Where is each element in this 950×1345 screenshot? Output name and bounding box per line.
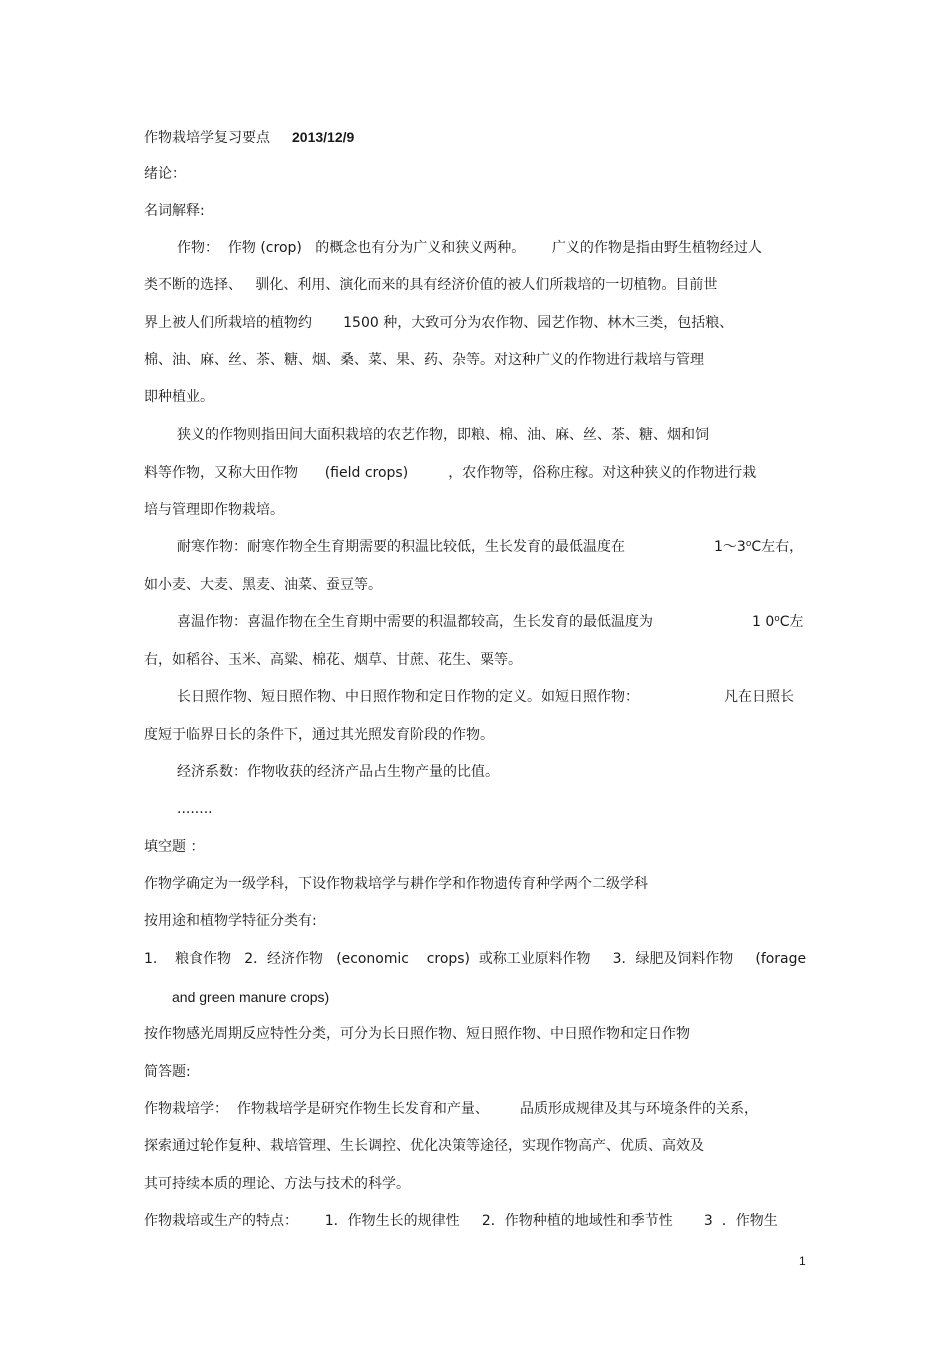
warm-def-temp: 1 0$^o$C左 <box>752 614 804 630</box>
photo-class-line: 按作物感光周期反应特性分类，可分为长日照作物、短日照作物、中日照作物和定日作物 <box>144 1026 690 1042</box>
crop-def-line-4: 棉、油、麻、丝、茶、糖、烟、桑、菜、果、药、杂等。对这种广义的作物进行栽培与管理 <box>144 352 704 368</box>
narrow-def-line-3: 培与管理即作物栽培。 <box>144 502 284 518</box>
cold-def-line-2: 如小麦、大麦、黑麦、油菜、蚕豆等。 <box>144 577 382 593</box>
narrow-def-line-2: 料等作物，又称大田作物 (field crops) ，农作物等，俗称庄稼。对这种狭义的作物进行栽 <box>144 465 757 481</box>
short-line-2: 探索通过轮作复种、栽培管理、生长调控、优化决策等途径，实现作物高产、优质、高效及 <box>144 1138 704 1154</box>
narrow-def-line-1: 狭义的作物则指田间大面积栽培的农艺作物，即粮、棉、油、麻、丝、茶、糖、烟和饲 <box>177 427 709 443</box>
crop-def-line-5: 即种植业。 <box>144 389 214 405</box>
crop-def-line-2: 类不断的选择、 驯化、利用、演化而来的具有经济价值的被人们所栽培的一切植物。目前世 <box>144 277 718 293</box>
crop-def-line-3: 界上被人们所栽培的植物约 1500 种，大致可分为农作物、园艺作物、林木三类，包括粮、 <box>144 315 734 331</box>
doc-title: 作物栽培学复习要点 2013/12/9 <box>144 129 355 146</box>
photo-def-line-1a: 长日照作物、短日照作物、中日照作物和定日作物的定义。如短日照作物： <box>177 689 639 705</box>
econ-def: 经济系数：作物收获的经济产品占生物产量的比值。 <box>177 764 499 780</box>
photo-def-line-1b: 凡在日照长 <box>724 689 794 705</box>
ellipsis: ........ <box>177 801 213 817</box>
cold-def-temp: 1～3$^o$C左右， <box>714 539 804 555</box>
photo-def-line-2: 度短于临界日长的条件下，通过其光照发育阶段的作物。 <box>144 727 494 743</box>
warm-def-line-2: 右，如稻谷、玉米、高粱、棉花、烟草、甘蔗、花生、粟等。 <box>144 652 522 668</box>
short-line-1: 作物栽培学： 作物栽培学是研究作物生长发育和产量、 品质形成规律及其与环境条件的关系， <box>144 1101 759 1117</box>
warm-def-line-1a: 喜温作物：喜温作物在全生育期中需要的积温都较高，生长发育的最低温度为 <box>177 614 653 630</box>
page-number: 1 <box>799 1254 806 1268</box>
classification-list-line-1: 1. 粮食作物 2．经济作物 (economic crops) 或称工业原料作物 3．绿肥及饲料作物 (forage <box>144 951 807 967</box>
crop-def-line-1: 作物： 作物 (crop) 的概念也有分为广义和狭义两种。 广义的作物是指由野生植物经过人 <box>177 240 762 256</box>
cold-def-line-1a: 耐寒作物：耐寒作物全生育期需要的积温比较低，生长发育的最低温度在 <box>177 539 625 555</box>
short-line-3: 其可持续本质的理论、方法与技术的科学。 <box>144 1176 410 1192</box>
terms-heading: 名词解释: <box>144 203 205 219</box>
doc-date: 2013/12/9 <box>292 129 355 145</box>
short-line-4: 作物栽培或生产的特点： 1．作物生长的规律性 2．作物种植的地域性和季节性 3 ．作物生 <box>144 1213 778 1229</box>
short-heading: 简答题: <box>144 1064 191 1080</box>
fill-line-2: 按用途和植物学特征分类有: <box>144 913 317 929</box>
classification-list-line-2: and green manure crops) <box>172 989 330 1005</box>
intro-heading: 绪论： <box>144 166 186 182</box>
fill-heading: 填空题 ： <box>144 839 205 855</box>
fill-line-1: 作物学确定为一级学科，下设作物栽培学与耕作学和作物遗传育种学两个二级学科 <box>144 876 648 892</box>
